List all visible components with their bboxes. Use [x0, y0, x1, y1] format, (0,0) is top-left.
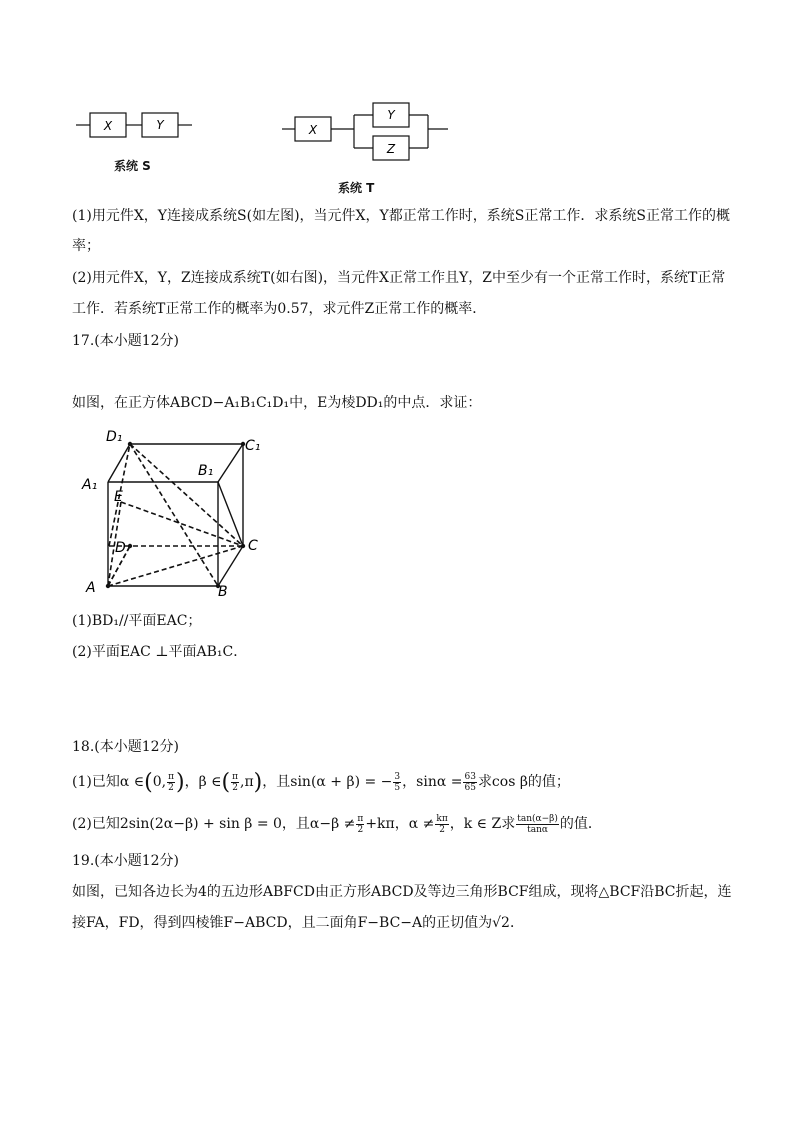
system-s-label-y: Y	[156, 118, 164, 132]
q16-part2-line2: 工作．若系统T正常工作的概率为0.57，求元件Z正常工作的概率．	[72, 301, 487, 317]
q17-part1: (1)BD₁//平面EAC；	[72, 613, 202, 629]
vertex-label-a: A	[86, 580, 96, 596]
vertex-label-a1: A₁	[82, 477, 98, 493]
system-t-label-x: X	[308, 123, 318, 137]
vertex-label-d1: D₁	[106, 429, 123, 445]
q18-part1: (1)已知α ∈(0, $\frac{\pi}{2}$ )，β ∈( $\frac{\pi}{2}$ ,π)，且sin(α + β) = − $\frac{3}{5}$ ，sinα = $\frac{63}{65}$ 求cos β的值；	[72, 770, 570, 795]
system-s-diagram	[72, 105, 202, 145]
vertex-label-e: E	[114, 489, 123, 505]
system-t-diagram	[280, 95, 455, 163]
q17-header: 17.(本小题12分)	[72, 333, 180, 349]
vertex-label-b1: B₁	[198, 463, 214, 479]
system-t-label-y: Y	[387, 108, 395, 122]
q16-part1-line1: (1)用元件X，Y连接成系统S(如左图)，当元件X，Y都正常工作时，系统S正常工作．求系统S正常工作的概	[72, 208, 730, 224]
q18-part2: (2)已知2sin(2α−β) + sin β = 0，且α−β ≠ $\frac{\pi}{2}$ +kπ，α ≠ $\frac{k\pi}{2}$ ，k ∈ Z求 $\frac{\tan(\alpha-\beta)}{\tan\alpha}$ 的值．	[72, 813, 602, 835]
cube-figure	[78, 426, 273, 598]
q17-intro: 如图，在正方体ABCD−A₁B₁C₁D₁中，E为棱DD₁的中点．求证：	[72, 395, 482, 411]
vertex-label-b: B	[218, 584, 228, 598]
q19-header: 19.(本小题12分)	[72, 853, 180, 869]
system-s-caption: 系统 S	[114, 159, 151, 173]
vertex-label-d: D	[115, 540, 126, 556]
q19-line2: 接FA，FD，得到四棱锥F−ABCD，且二面角F−BC−A的正切值为√2．	[72, 915, 524, 931]
q16-part2-line1: (2)用元件X，Y，Z连接成系统T(如右图)，当元件X正常工作且Y，Z中至少有一个正常工作时，系统T正常	[72, 270, 726, 286]
vertex-label-c1: C₁	[245, 438, 261, 454]
q17-part2: (2)平面EAC ⊥平面AB₁C．	[72, 644, 248, 660]
vertex-label-c: C	[248, 538, 258, 554]
sqrt-two: √2	[492, 915, 510, 931]
q19-line1: 如图，已知各边长为4的五边形ABFCD由正方形ABCD及等边三角形BCF组成，现将△BCF沿BC折起，连	[72, 884, 732, 900]
system-t-caption: 系统 T	[338, 181, 375, 195]
system-s-label-x: X	[103, 119, 113, 133]
q16-part1-line2: 率；	[72, 238, 100, 254]
q18-header: 18.(本小题12分)	[72, 739, 180, 755]
system-t-label-z: Z	[386, 142, 396, 156]
